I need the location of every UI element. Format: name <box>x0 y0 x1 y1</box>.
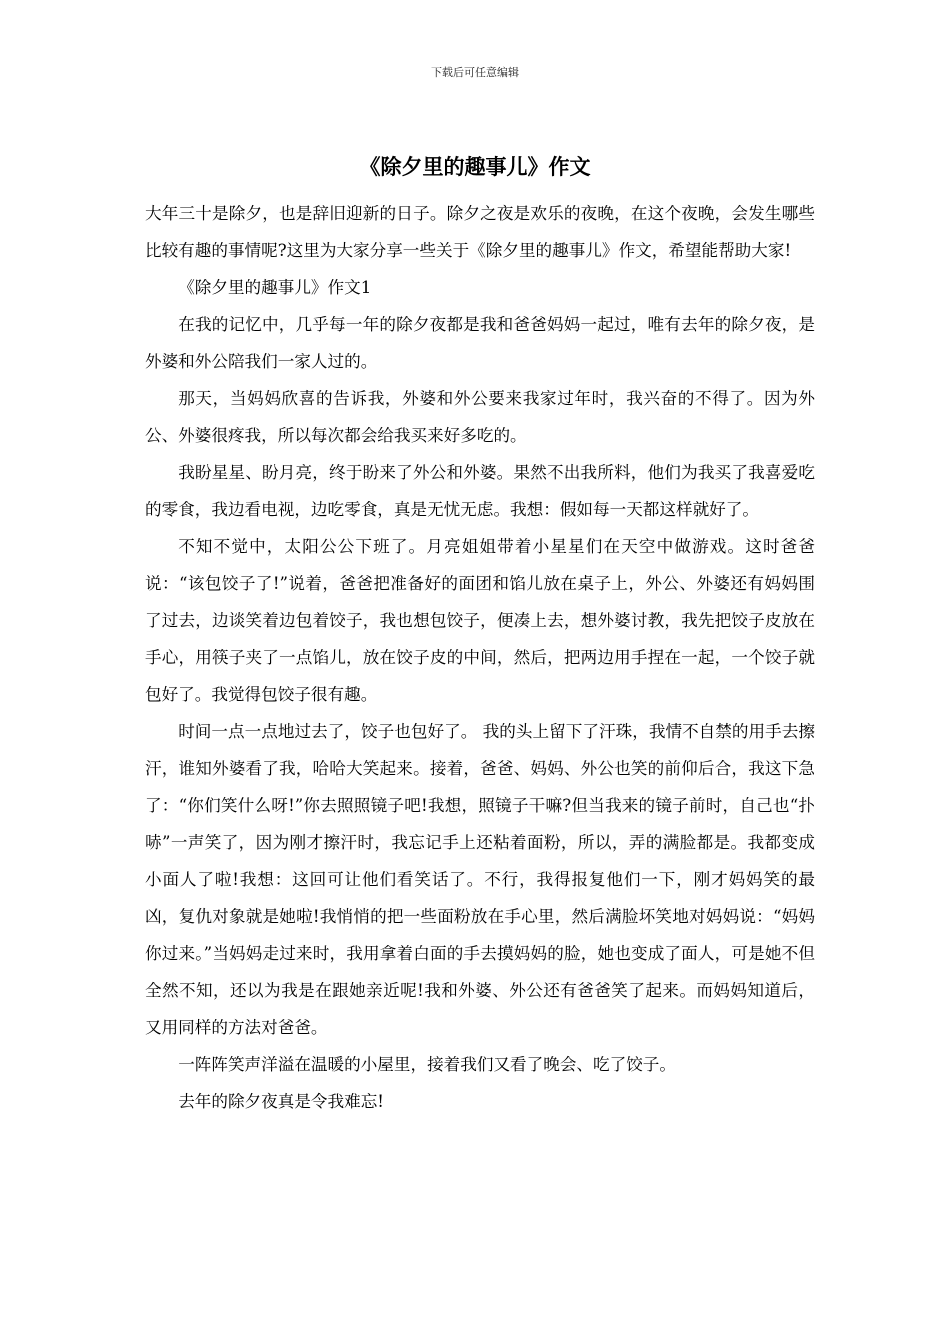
document-body <box>145 195 815 1120</box>
paragraph-subtitle: 《除夕里的趣事儿》作文1 <box>178 278 372 297</box>
paragraph: 一阵阵笑声洋溢在温暖的小屋里，接着我们又看了晚会、吃了饺子。 <box>178 1055 676 1074</box>
paragraph: 在我的记忆中，几乎每一年的除夕夜都是我和爸爸妈妈一起过，唯有去年的除夕夜，是外婆和外公陪我们一家人过的。 <box>145 315 815 371</box>
paragraph: 那天，当妈妈欣喜的告诉我，外婆和外公要来我家过年时，我兴奋的不得了。因为外公、外婆很疼我，所以每次都会给我买来好多吃的。 <box>145 389 815 445</box>
paragraph: 不知不觉中，太阳公公下班了。月亮姐姐带着小星星们在天空中做游戏。这时爸爸说：“该包饺子了!”说着，爸爸把准备好的面团和馅儿放在桌子上，外公、外婆还有妈妈围了过去，边谈笑着边包着饺子，我也想包饺子，便凑上去，想外婆讨教，我先把饺子皮放在手心，用筷子夹了一点馅儿，放在饺子皮的中间，然后，把两边用手捏在一起，一个饺子就包好了。我觉得包饺子很有趣。 <box>145 537 815 704</box>
paragraph-closing: 去年的除夕夜真是令我难忘! <box>178 1092 384 1111</box>
paragraph: 我盼星星、盼月亮，终于盼来了外公和外婆。果然不出我所料，他们为我买了我喜爱吃的零食，我边看电视，边吃零食，真是无忧无虑。我想：假如每一天都这样就好了。 <box>145 463 815 519</box>
document-title: 《除夕里的趣事儿》作文 <box>359 154 591 179</box>
paragraph-intro: 大年三十是除夕，也是辞旧迎新的日子。除夕之夜是欢乐的夜晚，在这个夜晚，会发生哪些比较有趣的事情呢?这里为大家分享一些关于《除夕里的趣事儿》作文，希望能帮助大家! <box>145 204 815 260</box>
header-note: 下载后可任意编辑 <box>431 66 519 79</box>
paragraph: 时间一点一点地过去了，饺子也包好了。 我的头上留下了汗珠，我情不自禁的用手去擦汗，谁知外婆看了我，哈哈大笑起来。接着，爸爸、妈妈、外公也笑的前仰后合，我这下急了：“你们笑什么呀!”你去照照镜子吧!我想，照镜子干嘛?但当我来的镜子前时，自己也“扑哧”一声笑了，因为刚才擦汗时，我忘记手上还粘着面粉，所以，弄的满脸都是。我都变成小面人了啦!我想：这回可让他们看笑话了。不行，我得报复他们一下，刚才妈妈笑的最凶，复仇对象就是她啦!我悄悄的把一些面粉放在手心里，然后满脸坏笑地对妈妈说：“妈妈你过来。”当妈妈走过来时，我用拿着白面的手去摸妈妈的脸，她也变成了面人，可是她不但全然不知，还以为我是在跟她亲近呢!我和外婆、外公还有爸爸笑了起来。而妈妈知道后，又用同样的方法对爸爸。 <box>145 722 815 1037</box>
